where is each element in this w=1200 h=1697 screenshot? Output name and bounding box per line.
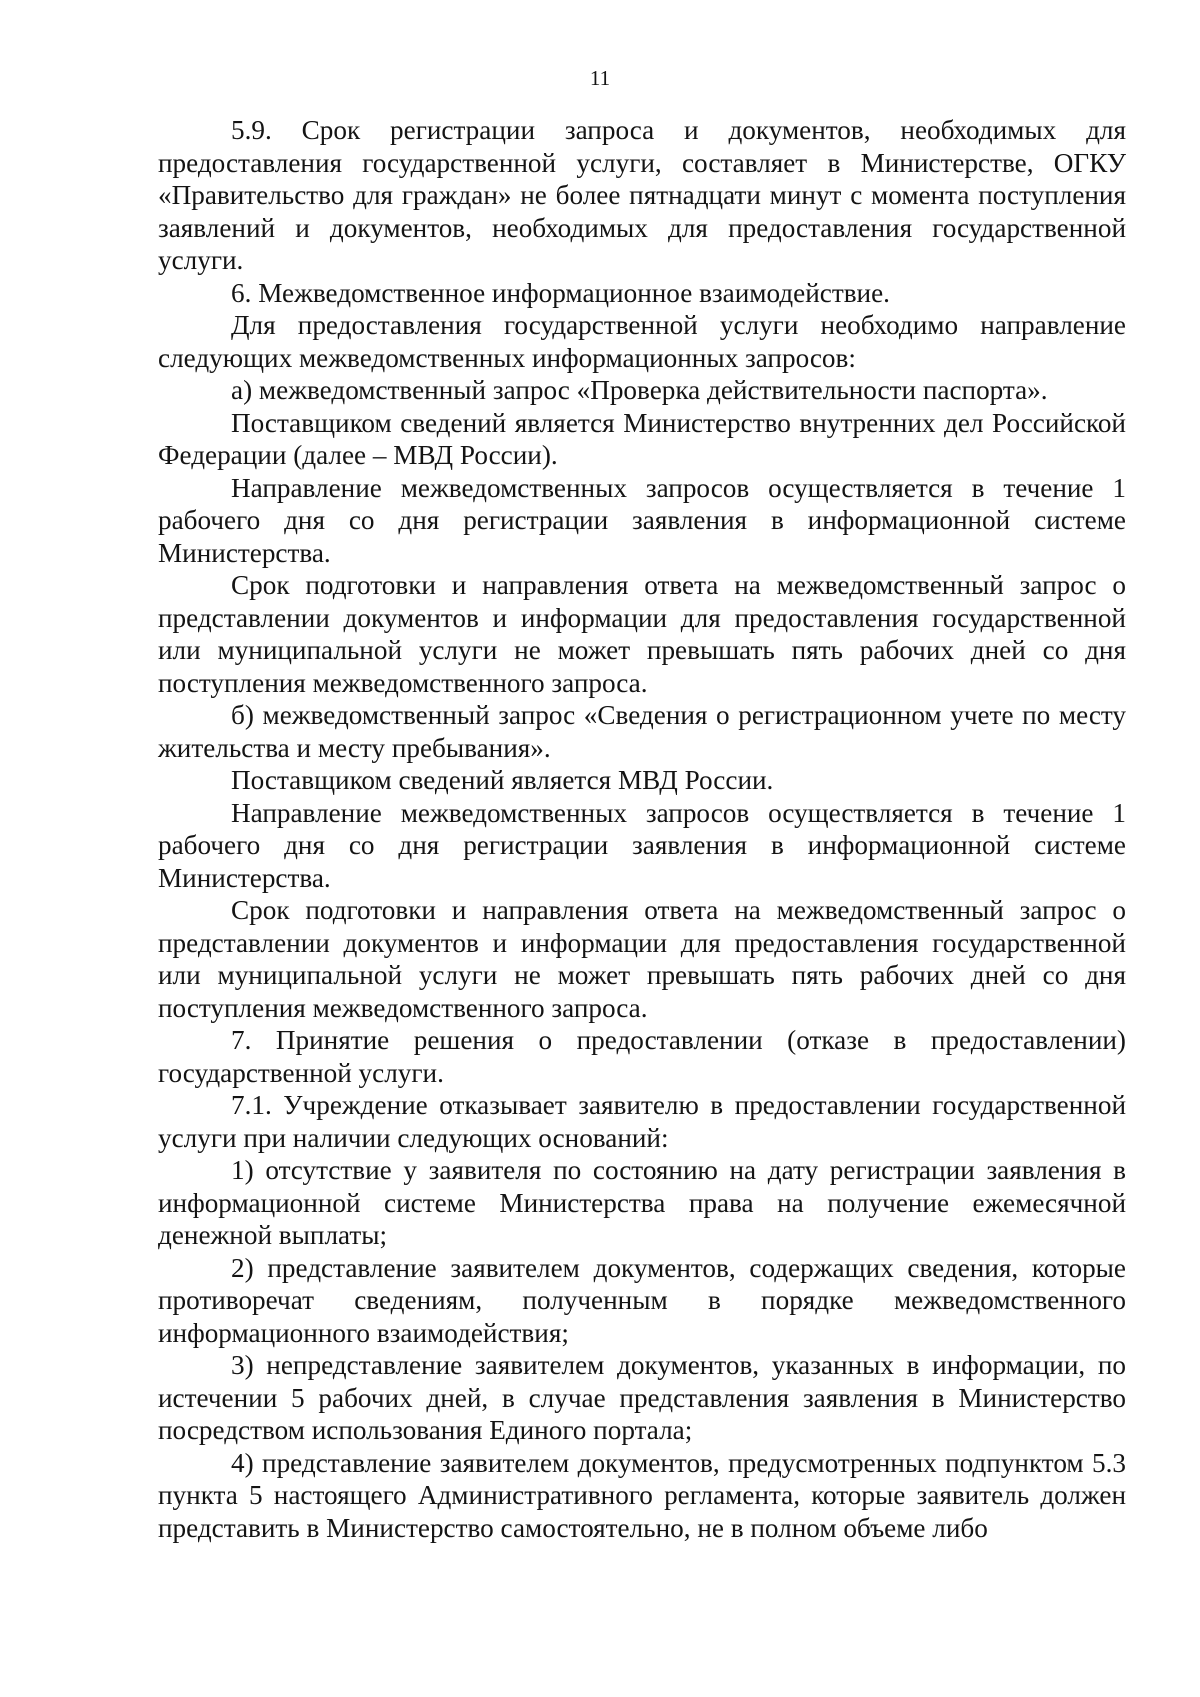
paragraph-6-heading: 6. Межведомственное информационное взаимодействие. bbox=[231, 277, 890, 308]
paragraph-5-9: 5.9. Срок регистрации запроса и документов, необходимых для предоставления государственной услуги, составляет в Министерстве, ОГКУ «Правительство для граждан» не более пятнадцати минут с момента поступления заявлений и документов, необходимых для предоставления государственной услуги. bbox=[158, 115, 1126, 275]
paragraph-requests-intro: Для предоставления государственной услуги необходимо направление следующих межведомственных информационных запросов: bbox=[158, 310, 1126, 373]
paragraph-refusal-ground-1: 1) отсутствие у заявителя по состоянию на дату регистрации заявления в информационной системе Министерства права на получение ежемесячной денежной выплаты; bbox=[158, 1155, 1126, 1250]
paragraph-supplier-mvd: Поставщиком сведений является Министерство внутренних дел Российской Федерации (далее – МВД России). bbox=[158, 407, 1126, 470]
paragraph-7-1: 7.1. Учреждение отказывает заявителю в предоставлении государственной услуги при наличии следующих оснований: bbox=[158, 1090, 1126, 1153]
paragraph-supplier-mvd-short: Поставщиком сведений является МВД России. bbox=[231, 765, 774, 795]
paragraph-refusal-ground-2: 2) представление заявителем документов, содержащих сведения, которые противоречат сведениям, полученным в порядке межведомственного информационного взаимодействия; bbox=[158, 1252, 1126, 1348]
paragraph-request-timing: Направление межведомственных запросов осуществляется в течение 1 рабочего дня со дня регистрации заявления в информационной системе Министерства. bbox=[158, 472, 1126, 568]
paragraph-refusal-ground-3: 3) непредставление заявителем документов, указанных в информации, по истечении 5 рабочих дней, в случае представления заявления в Министерство посредством использования Единого портала; bbox=[158, 1350, 1126, 1445]
paragraph-response-deadline: Срок подготовки и направления ответа на межведомственный запрос о представлении документов и информации для предоставления государственной или муниципальной услуги не может превышать пять рабочих дней со дня поступления межведомственного запроса. bbox=[158, 895, 1126, 1023]
paragraph-request-b: б) межведомственный запрос «Сведения о регистрационном учете по месту жительства и месту пребывания». bbox=[158, 700, 1126, 763]
paragraph-request-timing: Направление межведомственных запросов осуществляется в течение 1 рабочего дня со дня регистрации заявления в информационной системе Министерства. bbox=[158, 797, 1126, 893]
page-number: 11 bbox=[589, 66, 611, 90]
paragraph-refusal-ground-4: 4) представление заявителем документов, предусмотренных подпунктом 5.3 пункта 5 настоящего Административного регламента, которые заявитель должен представить в Министерство самостоятельно, не в полном объеме либо bbox=[158, 1447, 1126, 1543]
paragraph-request-a: а) межведомственный запрос «Проверка действительности паспорта». bbox=[231, 375, 1048, 405]
paragraph-response-deadline: Срок подготовки и направления ответа на межведомственный запрос о представлении документов и информации для предоставления государственной или муниципальной услуги не может превышать пять рабочих дней со дня поступления межведомственного запроса. bbox=[158, 570, 1126, 698]
paragraph-7-heading: 7. Принятие решения о предоставлении (отказе в предоставлении) государственной услуги. bbox=[158, 1025, 1126, 1088]
document-body bbox=[158, 114, 1126, 1544]
